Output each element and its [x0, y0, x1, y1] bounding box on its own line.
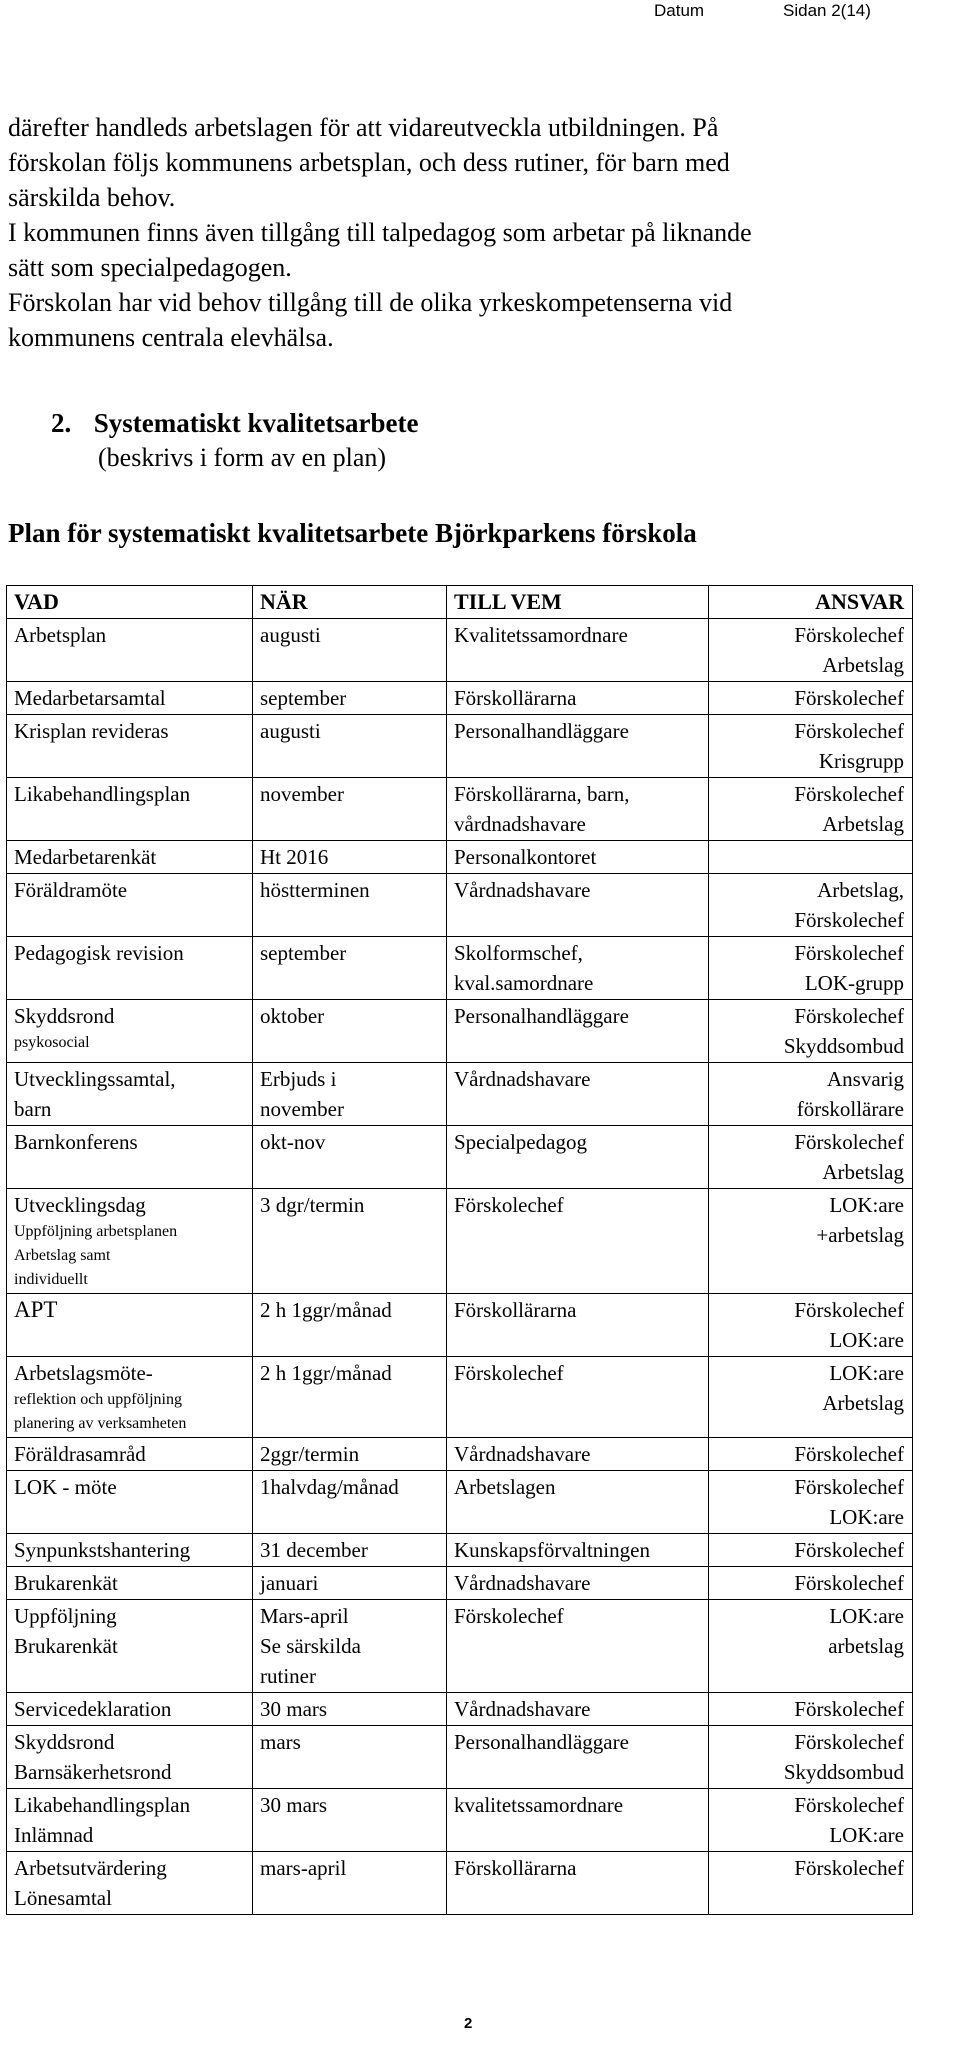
cell-till-vem-text: Personalkontoret	[454, 845, 597, 869]
section-number: 2.	[51, 408, 72, 438]
column-header-till-vem: TILL VEM	[447, 586, 709, 619]
cell-ansvar-text: Krisgrupp	[818, 749, 904, 773]
table-row	[7, 1567, 913, 1600]
cell-vad-text: Skyddsrond	[14, 1004, 115, 1028]
cell-vad-note: reflektion och uppföljning	[14, 1391, 182, 1408]
cell-till-vem-text: Vårdnadshavare	[454, 1571, 591, 1595]
cell-vad-note: Uppföljning arbetsplanen	[14, 1223, 178, 1240]
page-number: 2	[464, 2015, 473, 2032]
cell-ansvar-text: Förskolechef	[794, 686, 904, 710]
cell-till-vem-text: Förskolechef	[454, 1193, 564, 1217]
cell-till-vem	[447, 778, 709, 841]
cell-nar-text: 30 mars	[260, 1697, 328, 1721]
cell-vad-note: individuellt	[14, 1271, 88, 1288]
cell-nar-text: höstterminen	[260, 878, 370, 902]
cell-nar	[253, 841, 447, 874]
cell-vad-text: APT	[14, 1297, 58, 1322]
cell-vad	[7, 1567, 253, 1600]
cell-nar-text: mars	[260, 1730, 301, 1754]
table-row	[7, 1438, 913, 1471]
cell-nar	[253, 937, 447, 1000]
cell-nar	[253, 1726, 447, 1789]
table-row	[7, 937, 913, 1000]
cell-nar-text: 2ggr/termin	[260, 1442, 360, 1466]
cell-nar	[253, 1852, 447, 1915]
cell-nar-text: 3 dgr/termin	[260, 1193, 365, 1217]
table-row	[7, 682, 913, 715]
cell-nar-text: 1halvdag/månad	[260, 1475, 399, 1499]
cell-vad-text: Pedagogisk revision	[14, 941, 184, 965]
cell-vad-note: planering av verksamheten	[14, 1415, 187, 1432]
cell-till-vem-text: Personalhandläggare	[454, 719, 629, 743]
cell-vad	[7, 1852, 253, 1915]
cell-ansvar-text: arbetslag	[828, 1634, 904, 1658]
cell-ansvar-text: Ansvarig	[827, 1067, 904, 1091]
table-row	[7, 778, 913, 841]
table-row	[7, 874, 913, 937]
cell-nar	[253, 1063, 447, 1126]
cell-nar-text: januari	[260, 1571, 319, 1595]
cell-ansvar	[709, 1471, 913, 1534]
column-header-nar: NÄR	[253, 586, 447, 619]
table-row	[7, 1600, 913, 1693]
cell-ansvar	[709, 715, 913, 778]
cell-till-vem	[447, 1534, 709, 1567]
cell-vad-text: Brukarenkät	[14, 1634, 118, 1658]
cell-ansvar	[709, 1000, 913, 1063]
cell-vad	[7, 778, 253, 841]
cell-nar-text: augusti	[260, 623, 321, 647]
cell-ansvar-text: LOK:are	[829, 1361, 904, 1385]
cell-till-vem-text: Personalhandläggare	[454, 1730, 629, 1754]
cell-nar-text: november	[260, 782, 344, 806]
cell-till-vem-text: kval.samordnare	[454, 971, 594, 995]
cell-vad-text: Servicedeklaration	[14, 1697, 172, 1721]
cell-ansvar	[709, 1600, 913, 1693]
cell-nar	[253, 1126, 447, 1189]
cell-ansvar	[709, 1852, 913, 1915]
cell-nar-text: Mars-april	[260, 1604, 349, 1628]
cell-ansvar	[709, 1534, 913, 1567]
cell-till-vem	[447, 619, 709, 682]
cell-till-vem	[447, 1189, 709, 1294]
cell-till-vem-text: Vårdnadshavare	[454, 1442, 591, 1466]
cell-ansvar-text: Förskolechef	[794, 1298, 904, 1322]
cell-vad	[7, 1726, 253, 1789]
cell-vad	[7, 1126, 253, 1189]
cell-vad	[7, 1294, 253, 1357]
cell-till-vem	[447, 1600, 709, 1693]
cell-till-vem-text: Skolformschef,	[454, 941, 583, 965]
cell-ansvar-text: Arbetslag	[822, 653, 904, 677]
cell-ansvar	[709, 937, 913, 1000]
cell-nar-text: september	[260, 686, 347, 710]
cell-ansvar	[709, 1294, 913, 1357]
table-row	[7, 1063, 913, 1126]
intro-line: förskolan följs kommunens arbetsplan, och dess rutiner, för barn med	[8, 148, 730, 177]
cell-vad	[7, 619, 253, 682]
cell-vad-text: Uppföljning	[14, 1604, 117, 1628]
cell-nar-text: Ht 2016	[260, 845, 329, 869]
cell-nar	[253, 1189, 447, 1294]
cell-vad-text: barn	[14, 1097, 52, 1121]
cell-nar-text: 2 h 1ggr/månad	[260, 1361, 392, 1385]
cell-ansvar-text: Förskolechef	[794, 1004, 904, 1028]
cell-till-vem-text: Vårdnadshavare	[454, 1067, 591, 1091]
cell-ansvar-text: Arbetslag	[822, 1160, 904, 1184]
cell-till-vem-text: Specialpedagog	[454, 1130, 587, 1154]
cell-nar-text: 2 h 1ggr/månad	[260, 1298, 392, 1322]
cell-vad	[7, 1600, 253, 1693]
cell-till-vem	[447, 1000, 709, 1063]
cell-ansvar	[709, 841, 913, 874]
cell-ansvar-text: Förskolechef	[794, 623, 904, 647]
cell-vad-text: Inlämnad	[14, 1823, 94, 1847]
cell-till-vem	[447, 1357, 709, 1438]
table-row	[7, 1189, 913, 1294]
cell-ansvar-text: Förskolechef	[794, 1538, 904, 1562]
cell-till-vem	[447, 1063, 709, 1126]
cell-ansvar-text: LOK:are	[829, 1193, 904, 1217]
cell-nar-text: november	[260, 1097, 344, 1121]
cell-vad	[7, 715, 253, 778]
cell-nar-text: rutiner	[260, 1664, 316, 1688]
intro-line: sätt som specialpedagogen.	[8, 253, 292, 282]
cell-ansvar-text: Förskolechef	[794, 908, 904, 932]
table-row	[7, 715, 913, 778]
cell-ansvar	[709, 778, 913, 841]
cell-nar-text: mars-april	[260, 1856, 347, 1880]
cell-till-vem-text: Vårdnadshavare	[454, 878, 591, 902]
cell-nar-text: Erbjuds i	[260, 1067, 337, 1091]
cell-till-vem	[447, 1471, 709, 1534]
intro-line: I kommunen finns även tillgång till talpedagog som arbetar på liknande	[8, 218, 752, 247]
cell-nar	[253, 778, 447, 841]
cell-till-vem	[447, 1789, 709, 1852]
cell-vad-text: Arbetslagsmöte-	[14, 1361, 153, 1385]
intro-text	[8, 110, 948, 355]
cell-ansvar	[709, 1789, 913, 1852]
cell-ansvar-text: Förskolechef	[794, 1730, 904, 1754]
intro-line: kommunens centrala elevhälsa.	[8, 323, 334, 352]
cell-till-vem-text: Förskollärarna	[454, 1856, 577, 1880]
table-row	[7, 1693, 913, 1726]
table-row	[7, 841, 913, 874]
cell-vad-text: Barnkonferens	[14, 1130, 138, 1154]
cell-ansvar-text: Skyddsombud	[783, 1760, 904, 1784]
cell-ansvar-text: Skyddsombud	[783, 1034, 904, 1058]
cell-till-vem-text: Personalhandläggare	[454, 1004, 629, 1028]
cell-vad-text: Utvecklingsdag	[14, 1193, 146, 1217]
cell-nar-text: september	[260, 941, 347, 965]
cell-nar	[253, 682, 447, 715]
plan-table	[6, 585, 913, 1915]
cell-ansvar	[709, 1126, 913, 1189]
cell-nar-text: augusti	[260, 719, 321, 743]
cell-vad	[7, 1789, 253, 1852]
cell-vad-text: Utvecklingssamtal,	[14, 1067, 176, 1091]
cell-vad-text: Föräldrasamråd	[14, 1442, 146, 1466]
cell-ansvar-text: förskollärare	[796, 1097, 904, 1121]
cell-till-vem-text: vårdnadshavare	[454, 812, 586, 836]
cell-vad-text: Likabehandlingsplan	[14, 1793, 191, 1817]
cell-till-vem	[447, 682, 709, 715]
cell-ansvar-text: Förskolechef	[794, 1571, 904, 1595]
cell-vad	[7, 1693, 253, 1726]
header-datum: Datum	[654, 1, 705, 20]
table-header-row	[7, 586, 913, 619]
cell-ansvar-text: Förskolechef	[794, 719, 904, 743]
cell-vad	[7, 1000, 253, 1063]
cell-ansvar-text: Arbetslag	[822, 812, 904, 836]
cell-vad-text: Skyddsrond	[14, 1730, 115, 1754]
cell-till-vem	[447, 874, 709, 937]
cell-nar	[253, 1438, 447, 1471]
cell-ansvar	[709, 682, 913, 715]
cell-till-vem	[447, 1726, 709, 1789]
page-header	[0, 0, 960, 40]
cell-till-vem	[447, 1126, 709, 1189]
cell-till-vem-text: Förskolechef	[454, 1604, 564, 1628]
table-row	[7, 1534, 913, 1567]
cell-nar	[253, 1534, 447, 1567]
cell-ansvar-text: +arbetslag	[816, 1223, 904, 1247]
table-row	[7, 1726, 913, 1789]
cell-ansvar	[709, 874, 913, 937]
cell-till-vem	[447, 841, 709, 874]
section-title: Systematiskt kvalitetsarbete	[93, 408, 419, 438]
cell-vad-text: Synpunkstshantering	[14, 1538, 191, 1562]
table-row	[7, 1471, 913, 1534]
cell-till-vem-text: Förskollärarna	[454, 1298, 577, 1322]
cell-nar-text: okt-nov	[260, 1130, 326, 1154]
cell-ansvar-text: Arbetslag,	[817, 878, 904, 902]
cell-till-vem	[447, 1438, 709, 1471]
cell-nar	[253, 1294, 447, 1357]
header-page-indicator: Sidan 2(14)	[783, 1, 871, 20]
cell-nar	[253, 1000, 447, 1063]
cell-vad	[7, 1189, 253, 1294]
cell-vad-text: Likabehandlingsplan	[14, 782, 191, 806]
intro-line: Förskolan har vid behov tillgång till de olika yrkeskompetenserna vid	[8, 288, 733, 317]
cell-ansvar	[709, 1063, 913, 1126]
cell-vad	[7, 841, 253, 874]
cell-till-vem	[447, 1852, 709, 1915]
cell-vad-text: Krisplan revideras	[14, 719, 169, 743]
cell-ansvar-text: Förskolechef	[794, 1793, 904, 1817]
cell-nar	[253, 715, 447, 778]
intro-line: därefter handleds arbetslagen för att vidareutveckla utbildningen. På	[8, 113, 719, 142]
cell-ansvar	[709, 619, 913, 682]
cell-vad-text: Barnsäkerhetsrond	[14, 1760, 172, 1784]
cell-till-vem-text: Kunskapsförvaltningen	[454, 1538, 650, 1562]
table-row	[7, 1126, 913, 1189]
cell-vad-text: Arbetsutvärdering	[14, 1856, 167, 1880]
cell-ansvar	[709, 1438, 913, 1471]
cell-nar	[253, 1789, 447, 1852]
table-row	[7, 619, 913, 682]
cell-vad	[7, 874, 253, 937]
column-header-ansvar: ANSVAR	[709, 586, 913, 619]
cell-vad-text: LOK - möte	[14, 1475, 117, 1499]
cell-ansvar-text: Förskolechef	[794, 782, 904, 806]
cell-vad	[7, 937, 253, 1000]
cell-nar-text: Se särskilda	[260, 1634, 361, 1658]
cell-till-vem	[447, 1693, 709, 1726]
cell-vad	[7, 1471, 253, 1534]
cell-till-vem	[447, 937, 709, 1000]
cell-nar	[253, 1600, 447, 1693]
cell-till-vem-text: Förskollärarna	[454, 686, 577, 710]
cell-ansvar-text: Arbetslag	[822, 1391, 904, 1415]
cell-nar	[253, 1693, 447, 1726]
table-row	[7, 1357, 913, 1438]
cell-ansvar-text: LOK:are	[829, 1505, 904, 1529]
cell-till-vem-text: Vårdnadshavare	[454, 1697, 591, 1721]
cell-ansvar-text: Förskolechef	[794, 1475, 904, 1499]
cell-till-vem-text: Arbetslagen	[454, 1475, 556, 1499]
cell-till-vem-text: Förskollärarna, barn,	[454, 782, 630, 806]
cell-nar-text: 31 december	[260, 1538, 368, 1562]
cell-till-vem-text: Förskolechef	[454, 1361, 564, 1385]
cell-nar	[253, 874, 447, 937]
cell-till-vem	[447, 1294, 709, 1357]
cell-vad-note: Arbetslag samt	[14, 1247, 111, 1264]
cell-vad-text: Arbetsplan	[14, 623, 107, 647]
section-subtitle: (beskrivs i form av en plan)	[98, 443, 387, 472]
cell-vad	[7, 1063, 253, 1126]
cell-till-vem	[447, 715, 709, 778]
cell-vad	[7, 1438, 253, 1471]
cell-vad	[7, 682, 253, 715]
cell-nar-text: oktober	[260, 1004, 325, 1028]
intro-line: särskilda behov.	[8, 183, 176, 212]
cell-ansvar-text: LOK:are	[829, 1328, 904, 1352]
table-row	[7, 1852, 913, 1915]
cell-nar	[253, 1357, 447, 1438]
cell-ansvar	[709, 1693, 913, 1726]
cell-till-vem-text: kvalitetssamordnare	[454, 1793, 624, 1817]
cell-vad-text: Medarbetarenkät	[14, 845, 157, 869]
plan-title: Plan för systematiskt kvalitetsarbete Björkparkens förskola	[8, 518, 697, 548]
table-row	[7, 1294, 913, 1357]
column-header-vad: VAD	[7, 586, 253, 619]
cell-nar	[253, 1567, 447, 1600]
cell-ansvar-text: Förskolechef	[794, 1697, 904, 1721]
cell-ansvar-text: Förskolechef	[794, 1130, 904, 1154]
cell-vad	[7, 1534, 253, 1567]
cell-ansvar-text: LOK:are	[829, 1823, 904, 1847]
cell-ansvar	[709, 1357, 913, 1438]
table-row	[7, 1000, 913, 1063]
cell-ansvar-text: Förskolechef	[794, 941, 904, 965]
cell-nar	[253, 1471, 447, 1534]
cell-nar-text: 30 mars	[260, 1793, 328, 1817]
cell-vad-text: Föräldramöte	[14, 878, 128, 902]
cell-vad-text: Lönesamtal	[14, 1886, 112, 1910]
cell-vad	[7, 1357, 253, 1438]
cell-ansvar	[709, 1726, 913, 1789]
cell-vad-note: psykosocial	[14, 1034, 90, 1051]
cell-ansvar	[709, 1567, 913, 1600]
cell-ansvar	[709, 1189, 913, 1294]
cell-nar	[253, 619, 447, 682]
cell-vad-text: Medarbetarsamtal	[14, 686, 166, 710]
cell-ansvar-text: LOK-grupp	[804, 971, 904, 995]
cell-ansvar-text: Förskolechef	[794, 1442, 904, 1466]
cell-ansvar-text: LOK:are	[829, 1604, 904, 1628]
cell-till-vem	[447, 1567, 709, 1600]
cell-ansvar-text: Förskolechef	[794, 1856, 904, 1880]
cell-vad-text: Brukarenkät	[14, 1571, 118, 1595]
section-heading	[51, 406, 418, 440]
table-row	[7, 1789, 913, 1852]
cell-till-vem-text: Kvalitetssamordnare	[454, 623, 628, 647]
